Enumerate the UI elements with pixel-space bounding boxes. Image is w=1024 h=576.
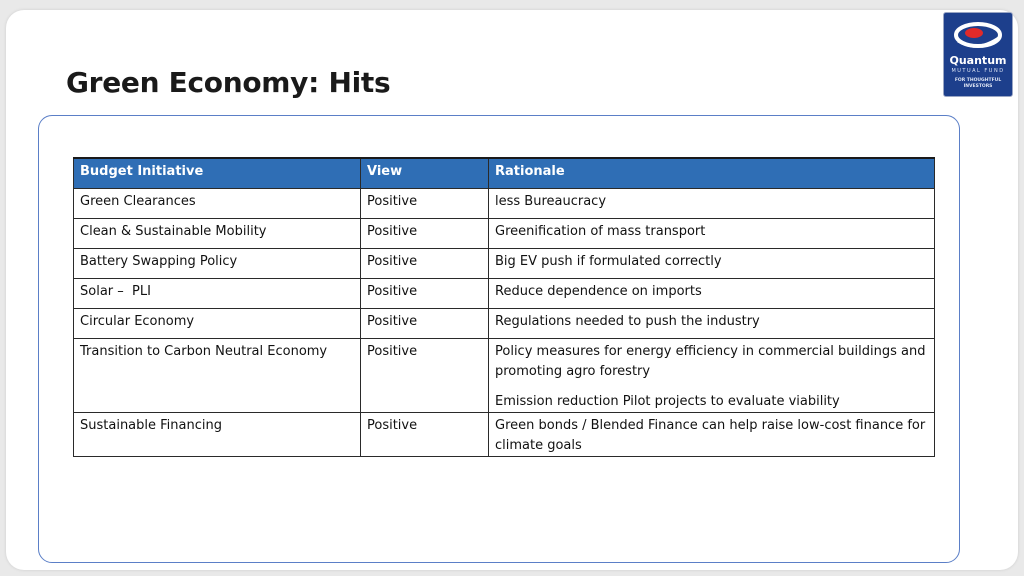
initiative-cell: Clean & Sustainable Mobility [74,219,361,249]
rationale-text: Green bonds / Blended Finance can help raise low-cost finance for climate goals [495,418,926,453]
rationale-text: Reduce dependence on imports [495,284,702,299]
rationale-text: Policy measures for energy efficiency in commercial buildings and promoting agro forestry [495,344,926,379]
page-title: Green Economy: Hits [66,66,391,99]
rationale-text: Greenification of mass transport [495,224,706,239]
logo-sub: MUTUAL FUND [951,68,1005,74]
slide [6,10,1018,570]
view-cell: Positive [361,413,489,457]
initiative-cell: Battery Swapping Policy [74,249,361,279]
logo-tagline: FOR THOUGHTFUL INVESTORS [954,78,1002,89]
content-panel [38,115,960,563]
rationale-cell [489,279,935,309]
logo-brand: Quantum [949,54,1007,67]
rationale-text: less Bureaucracy [495,194,607,209]
initiative-cell: Solar – PLI [74,279,361,309]
rationale-cell [489,249,935,279]
header-view: View [361,158,489,189]
view-cell: Positive [361,309,489,339]
table-row [74,249,935,279]
table-row [74,189,935,219]
rationale-text: Regulations needed to push the industry [495,314,760,329]
table-row [74,413,935,457]
view-cell: Positive [361,279,489,309]
initiatives-table [73,157,935,457]
view-cell: Positive [361,219,489,249]
table-row [74,309,935,339]
rationale-cell [489,309,935,339]
view-cell: Positive [361,339,489,413]
rationale-cell [489,413,935,457]
quantum-logo [943,12,1013,97]
table-row [74,339,935,413]
header-budget-initiative: Budget Initiative [74,158,361,189]
rationale-text: Big EV push if formulated correctly [495,254,722,269]
initiative-cell: Sustainable Financing [74,413,361,457]
table-header-row [74,158,935,189]
table-row [74,279,935,309]
initiative-cell: Circular Economy [74,309,361,339]
view-cell: Positive [361,189,489,219]
rationale-cell [489,189,935,219]
table-row [74,219,935,249]
header-rationale: Rationale [489,158,935,189]
view-cell: Positive [361,249,489,279]
initiative-cell: Transition to Carbon Neutral Economy [74,339,361,413]
rationale-text: Emission reduction Pilot projects to evaluate viability [495,394,840,409]
initiative-cell: Green Clearances [74,189,361,219]
rationale-cell [489,339,935,413]
swirl-logo-icon [944,13,1012,57]
rationale-cell [489,219,935,249]
